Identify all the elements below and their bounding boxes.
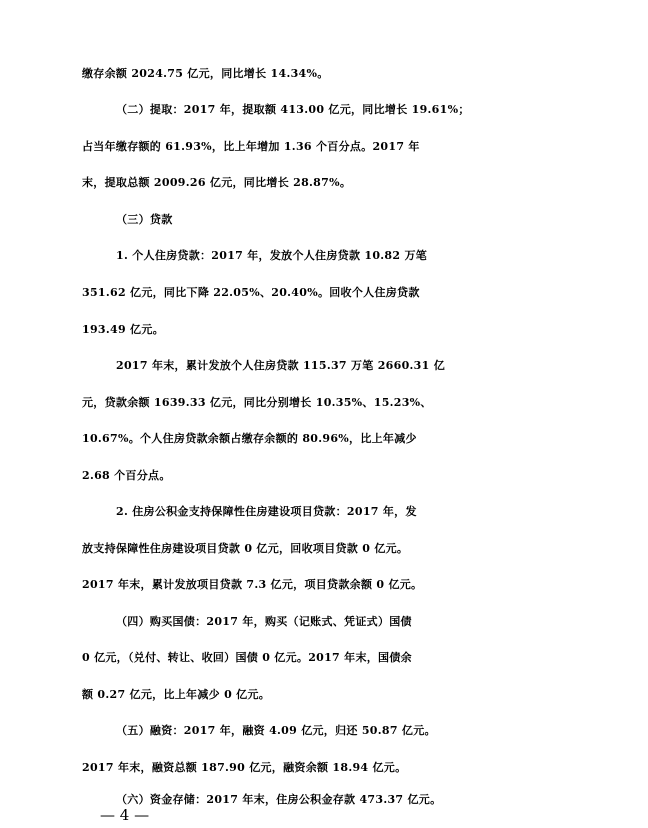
text-line-21: （六）资金存储：2017 年末，住房公积金存款 473.37 亿元。 [116, 793, 442, 806]
page-number: — 4 — [100, 806, 150, 824]
text-line-4: 末，提取总额 2009.26 亿元，同比增长 28.87%。 [82, 176, 352, 189]
text-line-17: 0 亿元，（兑付、转让、收回）国债 0 亿元。2017 年末，国债余 [82, 651, 412, 664]
text-line-3: 占当年缴存额的 61.93%，比上年增加 1.36 个百分点。2017 年 [82, 140, 420, 153]
text-line-18: 额 0.27 亿元，比上年减少 0 亿元。 [82, 688, 271, 701]
text-line-12: 2.68 个百分点。 [82, 469, 171, 482]
text-line-19: （五）融资：2017 年，融资 4.09 亿元，归还 50.87 亿元。 [116, 724, 436, 737]
text-line-15: 2017 年末，累计发放项目贷款 7.3 亿元，项目贷款余额 0 亿元。 [82, 578, 423, 591]
text-line-14: 放支持保障性住房建设项目贷款 0 亿元，回收项目贷款 0 亿元。 [82, 542, 409, 555]
text-line-6: 1. 个人住房贷款：2017 年，发放个人住房贷款 10.82 万笔 [116, 249, 428, 262]
text-line-11: 10.67%。个人住房贷款余额占缴存余额的 80.96%，比上年减少 [82, 432, 417, 445]
text-line-7: 351.62 亿元，同比下降 22.05%、20.40%。回收个人住房贷款 [82, 286, 420, 299]
text-line-2: （二）提取：2017 年，提取额 413.00 亿元，同比增长 19.61%； [116, 103, 470, 116]
text-line-16: （四）购买国债：2017 年，购买（记账式、凭证式）国债 [116, 615, 412, 628]
text-line-8: 193.49 亿元。 [82, 323, 164, 336]
section-heading-loans: （三）贷款 [116, 213, 173, 226]
text-line-1: 缴存余额 2024.75 亿元，同比增长 14.34%。 [82, 67, 329, 80]
text-line-13: 2. 住房公积金支持保障性住房建设项目贷款：2017 年，发 [116, 505, 417, 518]
text-line-20: 2017 年末，融资总额 187.90 亿元，融资余额 18.94 亿元。 [82, 761, 407, 774]
text-line-10: 元，贷款余额 1639.33 亿元，同比分别增长 10.35%、15.23%、 [82, 396, 432, 409]
text-line-9: 2017 年末，累计发放个人住房贷款 115.37 万笔 2660.31 亿 [116, 359, 446, 372]
